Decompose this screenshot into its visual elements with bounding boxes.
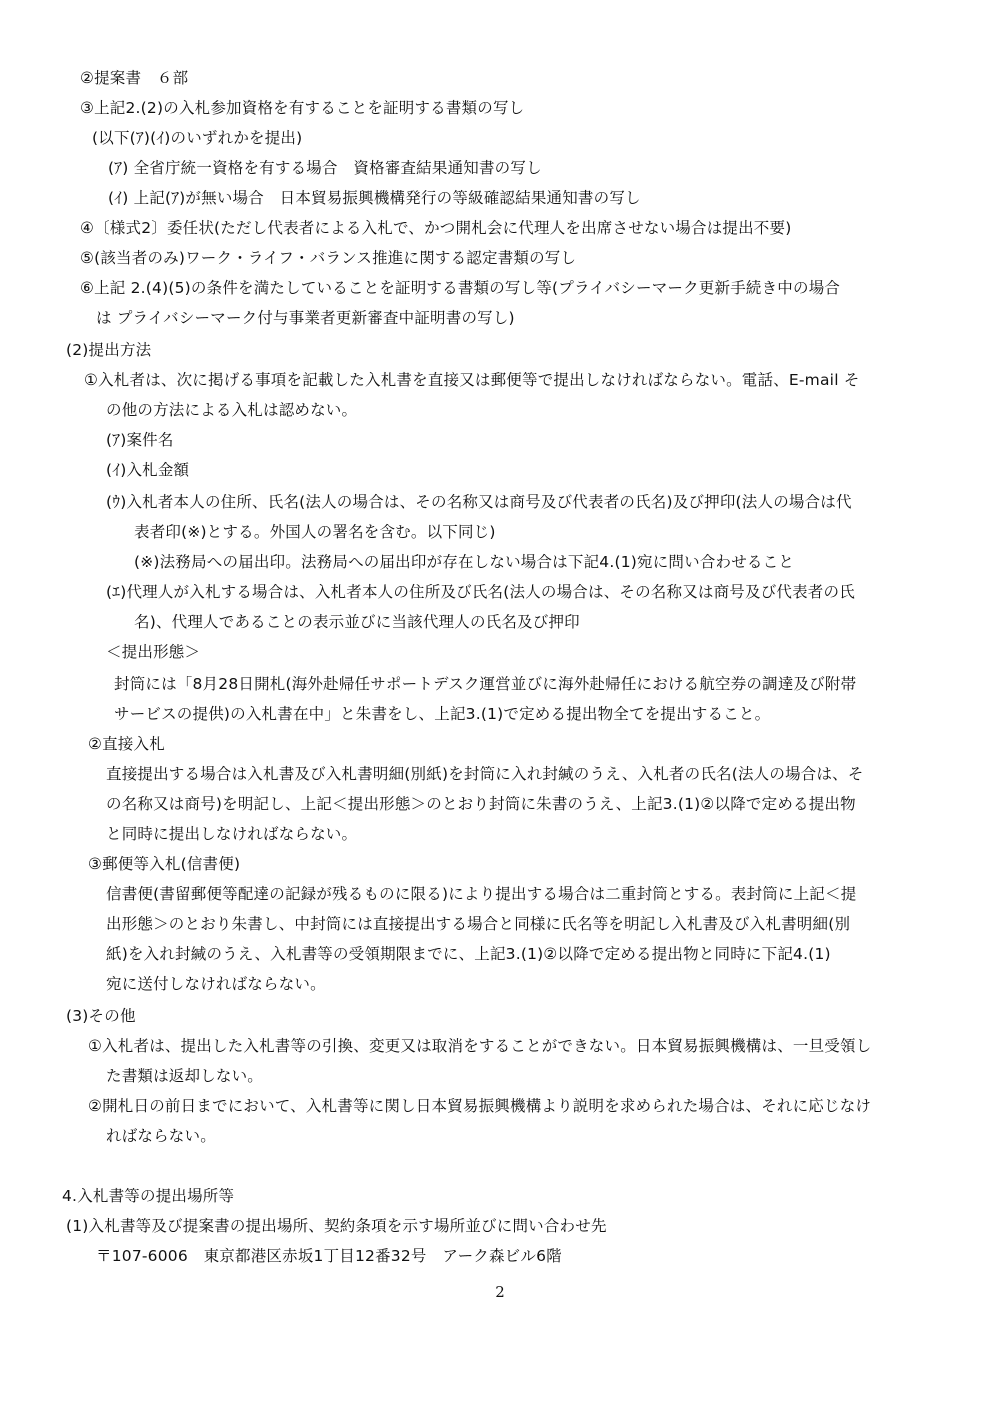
text-line: ②提案書 ６部 [80,69,189,87]
section-heading: (3)その他 [66,1007,136,1025]
text-line: 表者印(※)とする。外国人の署名を含む。以下同じ) [134,523,496,541]
text-line: は プライバシーマーク付与事業者更新審査中証明書の写し) [96,309,515,327]
text-line: 出形態＞のとおり朱書し、中封筒には直接提出する場合と同様に氏名等を明記し入札書及び入札書明細(別 [106,915,851,933]
text-line: ＜提出形態＞ [106,643,201,661]
address-line: 〒107-6006 東京都港区赤坂1丁目12番32号 アーク森ビル6階 [96,1247,562,1265]
text-line: サービスの提供)の入札書在中」と朱書をし、上記3.(1)で定める提出物全てを提出すること。 [114,705,771,723]
text-line: た書類は返却しない。 [106,1067,264,1085]
text-line: ⑤(該当者のみ)ワーク・ライフ・バランス推進に関する認定書類の写し [80,249,577,267]
text-line: (ｳ)入札者本人の住所、氏名(法人の場合は、その名称又は商号及び代表者の氏名)及び押印(法人の場合は代 [106,493,852,511]
text-line: (ｴ)代理人が入札する場合は、入札者本人の住所及び氏名(法人の場合は、その名称又は商号及び代表者の氏 [106,583,855,601]
text-line: (ｲ)入札金額 [106,461,190,479]
text-line: 信書便(書留郵便等配達の記録が残るものに限る)により提出する場合は二重封筒とする。表封筒に上記＜提 [106,885,857,903]
text-line: (※)法務局への届出印。法務局への届出印が存在しない場合は下記4.(1)宛に問い合わせること [134,553,795,571]
text-line: と同時に提出しなければならない。 [106,825,358,843]
text-line: (以下(ｱ)(ｲ)のいずれかを提出) [92,129,303,147]
text-line: ⑥上記 2.(4)(5)の条件を満たしていることを証明する書類の写し等(プライバシーマーク更新手続き中の場合 [80,279,841,297]
text-line: 直接提出する場合は入札書及び入札書明細(別紙)を封筒に入れ封緘のうえ、入札者の氏名(法人の場合は、そ [106,765,864,783]
text-line: 名)、代理人であることの表示並びに当該代理人の氏名及び押印 [134,613,580,631]
chapter-heading: 4.入札書等の提出場所等 [62,1187,235,1205]
text-line: の他の方法による入札は認めない。 [106,401,358,419]
text-line: (ｱ) 全省庁統一資格を有する場合 資格審査結果通知書の写し [108,159,542,177]
subsection-heading: ②直接入札 [88,735,165,753]
text-line: の名称又は商号)を明記し、上記＜提出形態＞のとおり封筒に朱書のうえ、上記3.(1)②以降で定める提出物 [106,795,856,813]
text-line: (ｲ) 上記(ｱ)が無い場合 日本貿易振興機構発行の等級確認結果通知書の写し [108,189,641,207]
page-number: 2 [495,1283,505,1301]
text-line: 紙)を入れ封緘のうえ、入札書等の受領期限までに、上記3.(1)②以降で定める提出物と同時に下記4.(1) [106,945,831,963]
text-line: ①入札者は、提出した入札書等の引換、変更又は取消をすることができない。日本貿易振興機構は、一旦受領し [88,1037,872,1055]
subsection-heading: ③郵便等入札(信書便) [88,855,241,873]
text-line: ③上記2.(2)の入札参加資格を有することを証明する書類の写し [80,99,525,117]
text-line: ①入札者は、次に掲げる事項を記載した入札書を直接又は郵便等で提出しなければならない。電話、E-mail そ [84,371,860,389]
text-line: ④〔様式2〕委任状(ただし代表者による入札で、かつ開札会に代理人を出席させない場合は提出不要) [80,219,792,237]
text-line: ②開札日の前日までにおいて、入札書等に関し日本貿易振興機構より説明を求められた場合は、それに応じなけ [88,1097,872,1115]
text-line: ればならない。 [106,1127,216,1145]
text-line: 封筒には「8月28日開札(海外赴帰任サポートデスク運営並びに海外赴帰任における航空券の調達及び附帯 [114,675,857,693]
section-heading: (1)入札書等及び提案書の提出場所、契約条項を示す場所並びに問い合わせ先 [66,1217,607,1235]
text-line: 宛に送付しなければならない。 [106,975,326,993]
section-heading: (2)提出方法 [66,341,152,359]
text-line: (ｱ)案件名 [106,431,174,449]
